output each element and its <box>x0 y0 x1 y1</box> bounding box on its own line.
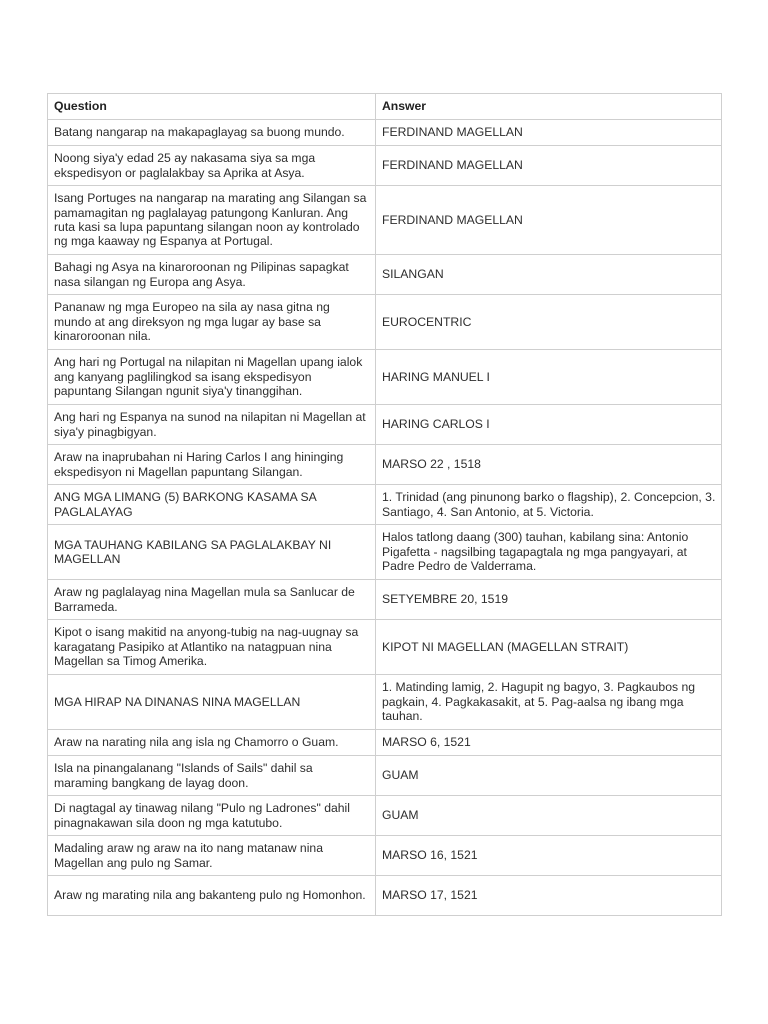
question-cell: Batang nangarap na makapaglayag sa buong mundo. <box>48 120 376 146</box>
answer-cell: MARSO 17, 1521 <box>376 876 722 916</box>
answer-cell: KIPOT NI MAGELLAN (MAGELLAN STRAIT) <box>376 620 722 675</box>
table-row <box>48 485 722 525</box>
table-row <box>48 295 722 350</box>
table-row <box>48 796 722 836</box>
answer-column-header: Answer <box>376 94 722 120</box>
question-cell: Ang hari ng Portugal na nilapitan ni Magellan upang ialok ang kanyang paglilingkod sa isang ekspedisyon papuntang Silangan ngunit siya'y tinanggihan. <box>48 350 376 405</box>
table-row <box>48 620 722 675</box>
answer-cell: Halos tatlong daang (300) tauhan, kabilang sina: Antonio Pigafetta - nagsilbing tagapagtala ng mga pangyayari, at Padre Pedro de Valderrama. <box>376 525 722 580</box>
question-cell: Bahagi ng Asya na kinaroroonan ng Pilipinas sapagkat nasa silangan ng Europa ang Asya. <box>48 255 376 295</box>
question-cell: Di nagtagal ay tinawag nilang "Pulo ng Ladrones" dahil pinagnakawan sila doon ng mga katutubo. <box>48 796 376 836</box>
qa-table <box>47 93 722 916</box>
table-row <box>48 525 722 580</box>
answer-cell: FERDINAND MAGELLAN <box>376 146 722 186</box>
question-cell: Araw na inaprubahan ni Haring Carlos I ang hininging ekspedisyon ni Magellan papuntang Silangan. <box>48 445 376 485</box>
table-row <box>48 730 722 756</box>
table-header-row <box>48 94 722 120</box>
table-row <box>48 445 722 485</box>
answer-cell: MARSO 16, 1521 <box>376 836 722 876</box>
question-cell: MGA TAUHANG KABILANG SA PAGLALAKBAY NI MAGELLAN <box>48 525 376 580</box>
table-row <box>48 836 722 876</box>
answer-cell: EUROCENTRIC <box>376 295 722 350</box>
answer-cell: MARSO 22 , 1518 <box>376 445 722 485</box>
question-cell: Isla na pinangalanang "Islands of Sails" dahil sa maraming bangkang de layag doon. <box>48 756 376 796</box>
table-row <box>48 350 722 405</box>
question-cell: MGA HIRAP NA DINANAS NINA MAGELLAN <box>48 675 376 730</box>
table-row <box>48 255 722 295</box>
question-cell: Kipot o isang makitid na anyong-tubig na nag-uugnay sa karagatang Pasipiko at Atlantiko na natagpuan nina Magellan sa Timog Amerika. <box>48 620 376 675</box>
answer-cell: MARSO 6, 1521 <box>376 730 722 756</box>
table-row <box>48 580 722 620</box>
table-row <box>48 186 722 255</box>
question-cell: ANG MGA LIMANG (5) BARKONG KASAMA SA PAGLALAYAG <box>48 485 376 525</box>
table-row <box>48 146 722 186</box>
question-cell: Ang hari ng Espanya na sunod na nilapitan ni Magellan at siya'y pinagbigyan. <box>48 405 376 445</box>
table-row <box>48 876 722 916</box>
question-column-header: Question <box>48 94 376 120</box>
question-cell: Madaling araw ng araw na ito nang matanaw nina Magellan ang pulo ng Samar. <box>48 836 376 876</box>
question-cell: Noong siya'y edad 25 ay nakasama siya sa mga ekspedisyon or paglalakbay sa Aprika at Asya. <box>48 146 376 186</box>
answer-cell: GUAM <box>376 756 722 796</box>
answer-cell: 1. Matinding lamig, 2. Hagupit ng bagyo, 3. Pagkaubos ng pagkain, 4. Pagkakasakit, at 5. Pag-aalsa ng ibang mga tauhan. <box>376 675 722 730</box>
table-row <box>48 405 722 445</box>
answer-cell: SETYEMBRE 20, 1519 <box>376 580 722 620</box>
answer-cell: HARING MANUEL I <box>376 350 722 405</box>
answer-cell: HARING CARLOS I <box>376 405 722 445</box>
question-cell: Pananaw ng mga Europeo na sila ay nasa gitna ng mundo at ang direksyon ng mga lugar ay base sa kinaroroonan nila. <box>48 295 376 350</box>
answer-cell: FERDINAND MAGELLAN <box>376 186 722 255</box>
question-cell: Araw na narating nila ang isla ng Chamorro o Guam. <box>48 730 376 756</box>
table-row <box>48 675 722 730</box>
answer-cell: GUAM <box>376 796 722 836</box>
answer-cell: SILANGAN <box>376 255 722 295</box>
question-cell: Araw ng marating nila ang bakanteng pulo ng Homonhon. <box>48 876 376 916</box>
question-cell: Araw ng paglalayag nina Magellan mula sa Sanlucar de Barrameda. <box>48 580 376 620</box>
table-row <box>48 120 722 146</box>
question-cell: Isang Portuges na nangarap na marating ang Silangan sa pamamagitan ng paglalayag patungong Kanluran. Ang ruta kasi sa lupa papuntang silangan noon ay kontrolado ng mga kaaway ng Espanya at Portugal. <box>48 186 376 255</box>
table-row <box>48 756 722 796</box>
answer-cell: FERDINAND MAGELLAN <box>376 120 722 146</box>
answer-cell: 1. Trinidad (ang pinunong barko o flagship), 2. Concepcion, 3. Santiago, 4. San Antonio, at 5. Victoria. <box>376 485 722 525</box>
